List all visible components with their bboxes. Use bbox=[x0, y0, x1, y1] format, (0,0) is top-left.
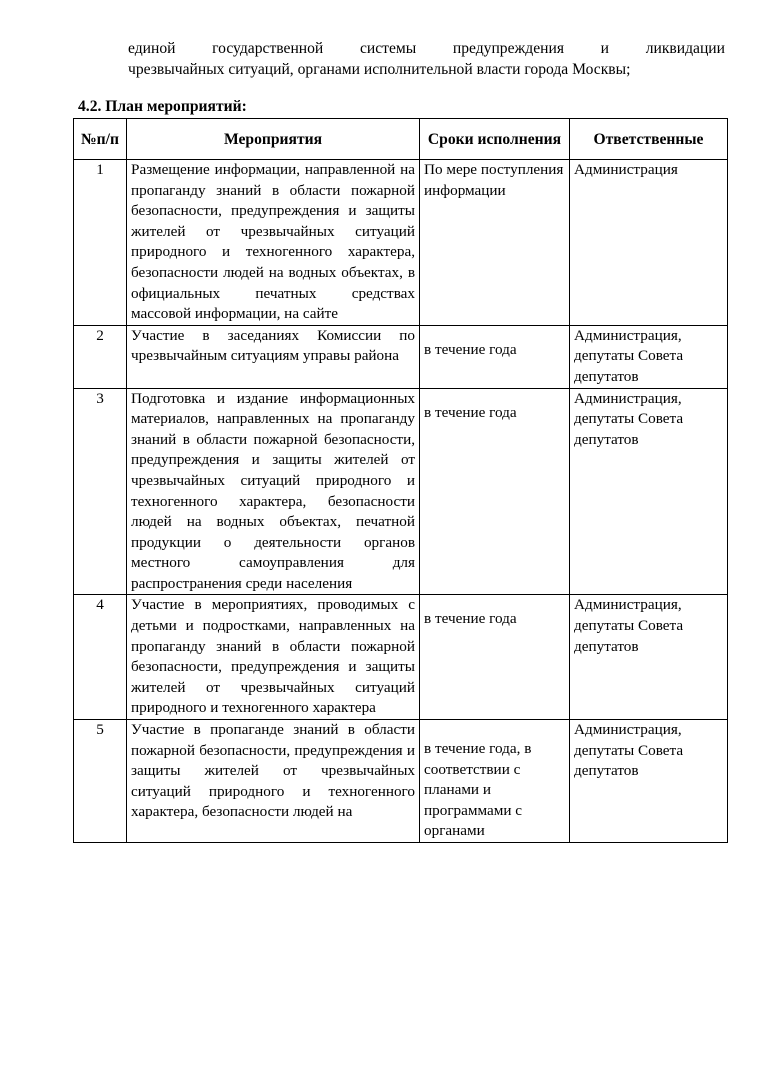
row-action: Участие в мероприятиях, проводимых с детьми и подростками, направленных на пропаганду знаний в области пожарной безопасности, предупреждения и защиты жителей от чрезвычайных ситуаций природного и техногенного характера bbox=[127, 595, 420, 720]
header-deadline: Сроки исполнения bbox=[420, 119, 570, 160]
row-deadline-text: в течение года bbox=[424, 610, 517, 628]
row-action: Участие в заседаниях Комиссии по чрезвычайным ситуациям управы района bbox=[127, 325, 420, 388]
row-action: Размещение информации, направленной на пропаганду знаний в области пожарной безопасности, предупреждения и защиты жителей от чрезвычайных ситуаций природного и техногенного характера, безопасности людей на водных объектах, в официальных печатных средствах массовой информации, на сайте bbox=[127, 160, 420, 326]
row-responsible: Администрация, депутаты Совета депутатов bbox=[570, 720, 728, 843]
row-deadline-text: в течение года bbox=[424, 340, 517, 358]
section-heading: 4.2. План мероприятий: bbox=[78, 98, 247, 115]
table-header-row bbox=[74, 119, 728, 160]
row-deadline bbox=[420, 595, 570, 720]
row-action: Подготовка и издание информационных материалов, направленных на пропаганду знаний в области пожарной безопасности, предупреждения и защиты жителей от чрезвычайных ситуаций природного и техногенного характера, безопасности людей на водных объектах, печатной продукции о деятельности органов местного самоуправления для распространения среди населения bbox=[127, 388, 420, 595]
row-deadline bbox=[420, 388, 570, 595]
table-row bbox=[74, 325, 728, 388]
header-responsible: Ответственные bbox=[570, 119, 728, 160]
row-deadline-text: в течение года, в соответствии с планами и программами с органами bbox=[424, 740, 532, 840]
row-responsible: Администрация, депутаты Совета депутатов bbox=[570, 325, 728, 388]
row-number: 1 bbox=[74, 160, 127, 326]
row-deadline bbox=[420, 720, 570, 843]
table-row bbox=[74, 720, 728, 843]
row-number: 3 bbox=[74, 388, 127, 595]
table-row bbox=[74, 595, 728, 720]
row-responsible: Администрация, депутаты Совета депутатов bbox=[570, 388, 728, 595]
row-number: 4 bbox=[74, 595, 127, 720]
row-number: 2 bbox=[74, 325, 127, 388]
intro-line-1: единой государственной системы предупреждения и ликвидации bbox=[128, 40, 725, 57]
row-deadline bbox=[420, 160, 570, 326]
plan-table bbox=[73, 118, 728, 843]
row-deadline bbox=[420, 325, 570, 388]
table-row bbox=[74, 388, 728, 595]
header-number: №п/п bbox=[74, 119, 127, 160]
intro-line-2: чрезвычайных ситуаций, органами исполнительной власти города Москвы; bbox=[128, 61, 631, 78]
row-deadline-text: По мере поступления информации bbox=[424, 161, 564, 199]
intro-paragraph bbox=[128, 38, 725, 80]
row-deadline-text: в течение года bbox=[424, 403, 517, 421]
table-row bbox=[74, 160, 728, 326]
row-action: Участие в пропаганде знаний в области пожарной безопасности, предупреждения и защиты жителей от чрезвычайных ситуаций природного и техногенного характера, безопасности людей на bbox=[127, 720, 420, 843]
row-responsible: Администрация bbox=[570, 160, 728, 326]
header-action: Мероприятия bbox=[127, 119, 420, 160]
row-responsible: Администрация, депутаты Совета депутатов bbox=[570, 595, 728, 720]
row-number: 5 bbox=[74, 720, 127, 843]
